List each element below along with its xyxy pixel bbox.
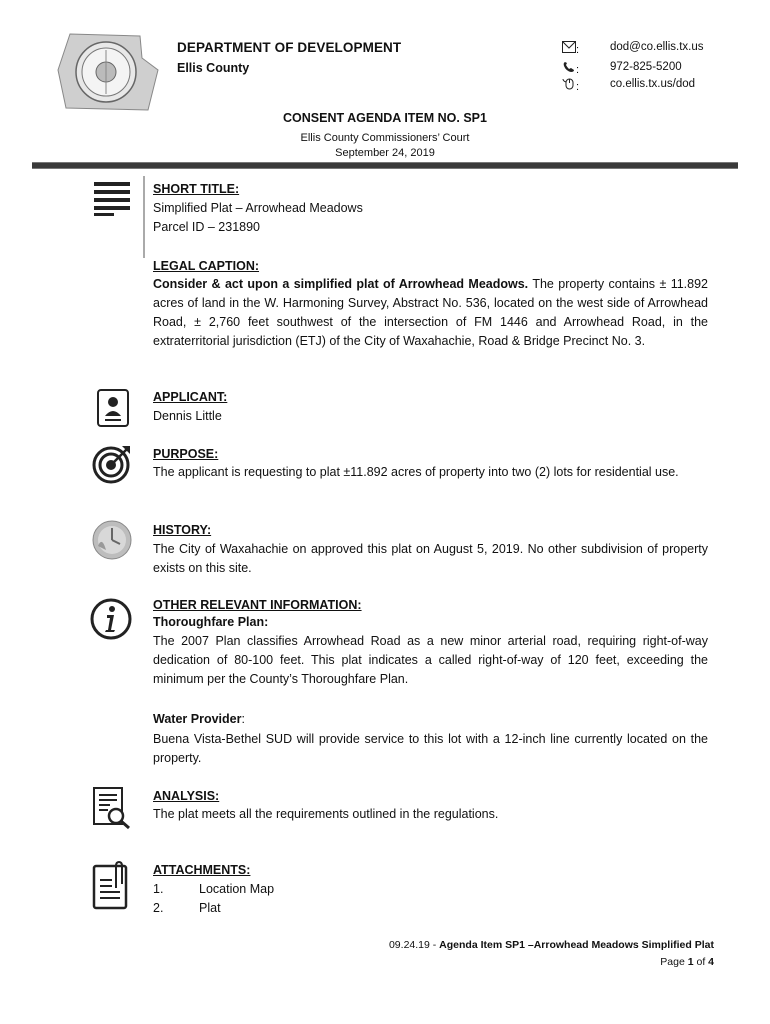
attachment-number: 2. — [153, 901, 164, 915]
purpose-heading: PURPOSE: — [153, 447, 219, 461]
water-provider-label — [153, 712, 245, 726]
county-name: Ellis County — [177, 61, 250, 75]
water-provider-text: Buena Vista-Bethel SUD will provide service to this lot with a 12-inch line currently located on the property. — [153, 732, 708, 765]
history-text: The City of Waxahachie on approved this plat on August 5, 2019. No other subdivision of property exists on this site. — [153, 542, 708, 575]
short-title-heading: SHORT TITLE: — [153, 182, 240, 196]
legal-caption-text — [153, 275, 708, 351]
department-title: DEPARTMENT OF DEVELOPMENT — [177, 40, 402, 55]
attachment-paperclip-icon — [92, 860, 130, 910]
contact-email[interactable]: dod@co.ellis.tx.us — [610, 41, 704, 53]
header-divider — [32, 162, 738, 169]
legal-caption-heading: LEGAL CAPTION: — [153, 259, 260, 273]
of-word: of — [693, 956, 709, 968]
analysis-magnifier-icon — [92, 786, 132, 830]
footer-reference — [389, 939, 714, 951]
page-word: Page — [660, 956, 688, 968]
legal-caption-body: The property contains ± 11.892 acres of land in the W. Harmoning Survey, Abstract No. 536, located on the west side of Arrowhead Road, ± 2,760 feet southwest of the intersection of FM 1446 and Arrowhead Road, in the extraterritorial jurisdiction (ETJ) of the City of Waxahachie, Road & Bridge Precinct No. 3. — [153, 277, 708, 348]
analysis-text: The plat meets all the requirements outlined in the regulations. — [153, 807, 499, 821]
target-icon — [92, 444, 132, 484]
water-provider-subheading: Water Provider — [153, 712, 242, 726]
footer-title: Agenda Item SP1 –Arrowhead Meadows Simplified Plat — [439, 939, 714, 951]
phone-icon: : — [562, 61, 584, 75]
applicant-document-icon — [96, 388, 130, 428]
legal-caption-lead: Consider & act upon a simplified plat of Arrowhead Meadows. — [153, 277, 529, 291]
parcel-id-line: Parcel ID – 231890 — [153, 220, 261, 234]
page-number: 1 — [687, 956, 694, 968]
thoroughfare-subheading: Thoroughfare Plan: — [153, 615, 269, 629]
applicant-name: Dennis Little — [153, 409, 222, 423]
water-provider-colon: : — [241, 712, 245, 726]
short-title-lines-icon — [94, 180, 130, 216]
contact-website[interactable]: co.ellis.tx.us/dod — [610, 78, 696, 90]
agenda-court: Ellis County Commissioners’ Court — [300, 132, 470, 144]
page-total: 4 — [708, 956, 714, 968]
section-divider — [143, 176, 145, 258]
short-title-line: Simplified Plat – Arrowhead Meadows — [153, 201, 363, 215]
footer-date: 09.24.19 - — [388, 939, 440, 951]
agenda-date: September 24, 2019 — [335, 147, 435, 159]
purpose-text: The applicant is requesting to plat ±11.892 acres of property into two (2) lots for residential use. — [153, 465, 679, 479]
other-info-heading: OTHER RELEVANT INFORMATION: — [153, 598, 362, 612]
county-seal-logo — [56, 30, 160, 114]
analysis-heading: ANALYSIS: — [153, 789, 220, 803]
history-clock-icon — [92, 520, 132, 560]
history-heading: HISTORY: — [153, 523, 212, 537]
applicant-heading: APPLICANT: — [153, 390, 228, 404]
attachment-plat[interactable]: Plat — [199, 901, 221, 915]
agenda-title: CONSENT AGENDA ITEM NO. SP1 — [283, 111, 487, 125]
thoroughfare-text: The 2007 Plan classifies Arrowhead Road as a new minor arterial road, requiring right-of-way dedication of 80-100 feet. This plat indicates a called right-of-way of 120 feet, exceeding the minimum per the County’s Thoroughfare Plan. — [153, 634, 708, 686]
mouse-icon: : — [562, 78, 584, 92]
attachment-number: 1. — [153, 882, 164, 896]
contact-phone[interactable]: 972-825-5200 — [610, 61, 682, 73]
page-indicator — [660, 956, 714, 968]
attachments-heading: ATTACHMENTS: — [153, 863, 251, 877]
email-icon: : — [562, 41, 584, 55]
attachment-location-map[interactable]: Location Map — [199, 882, 275, 896]
info-icon — [90, 598, 132, 640]
